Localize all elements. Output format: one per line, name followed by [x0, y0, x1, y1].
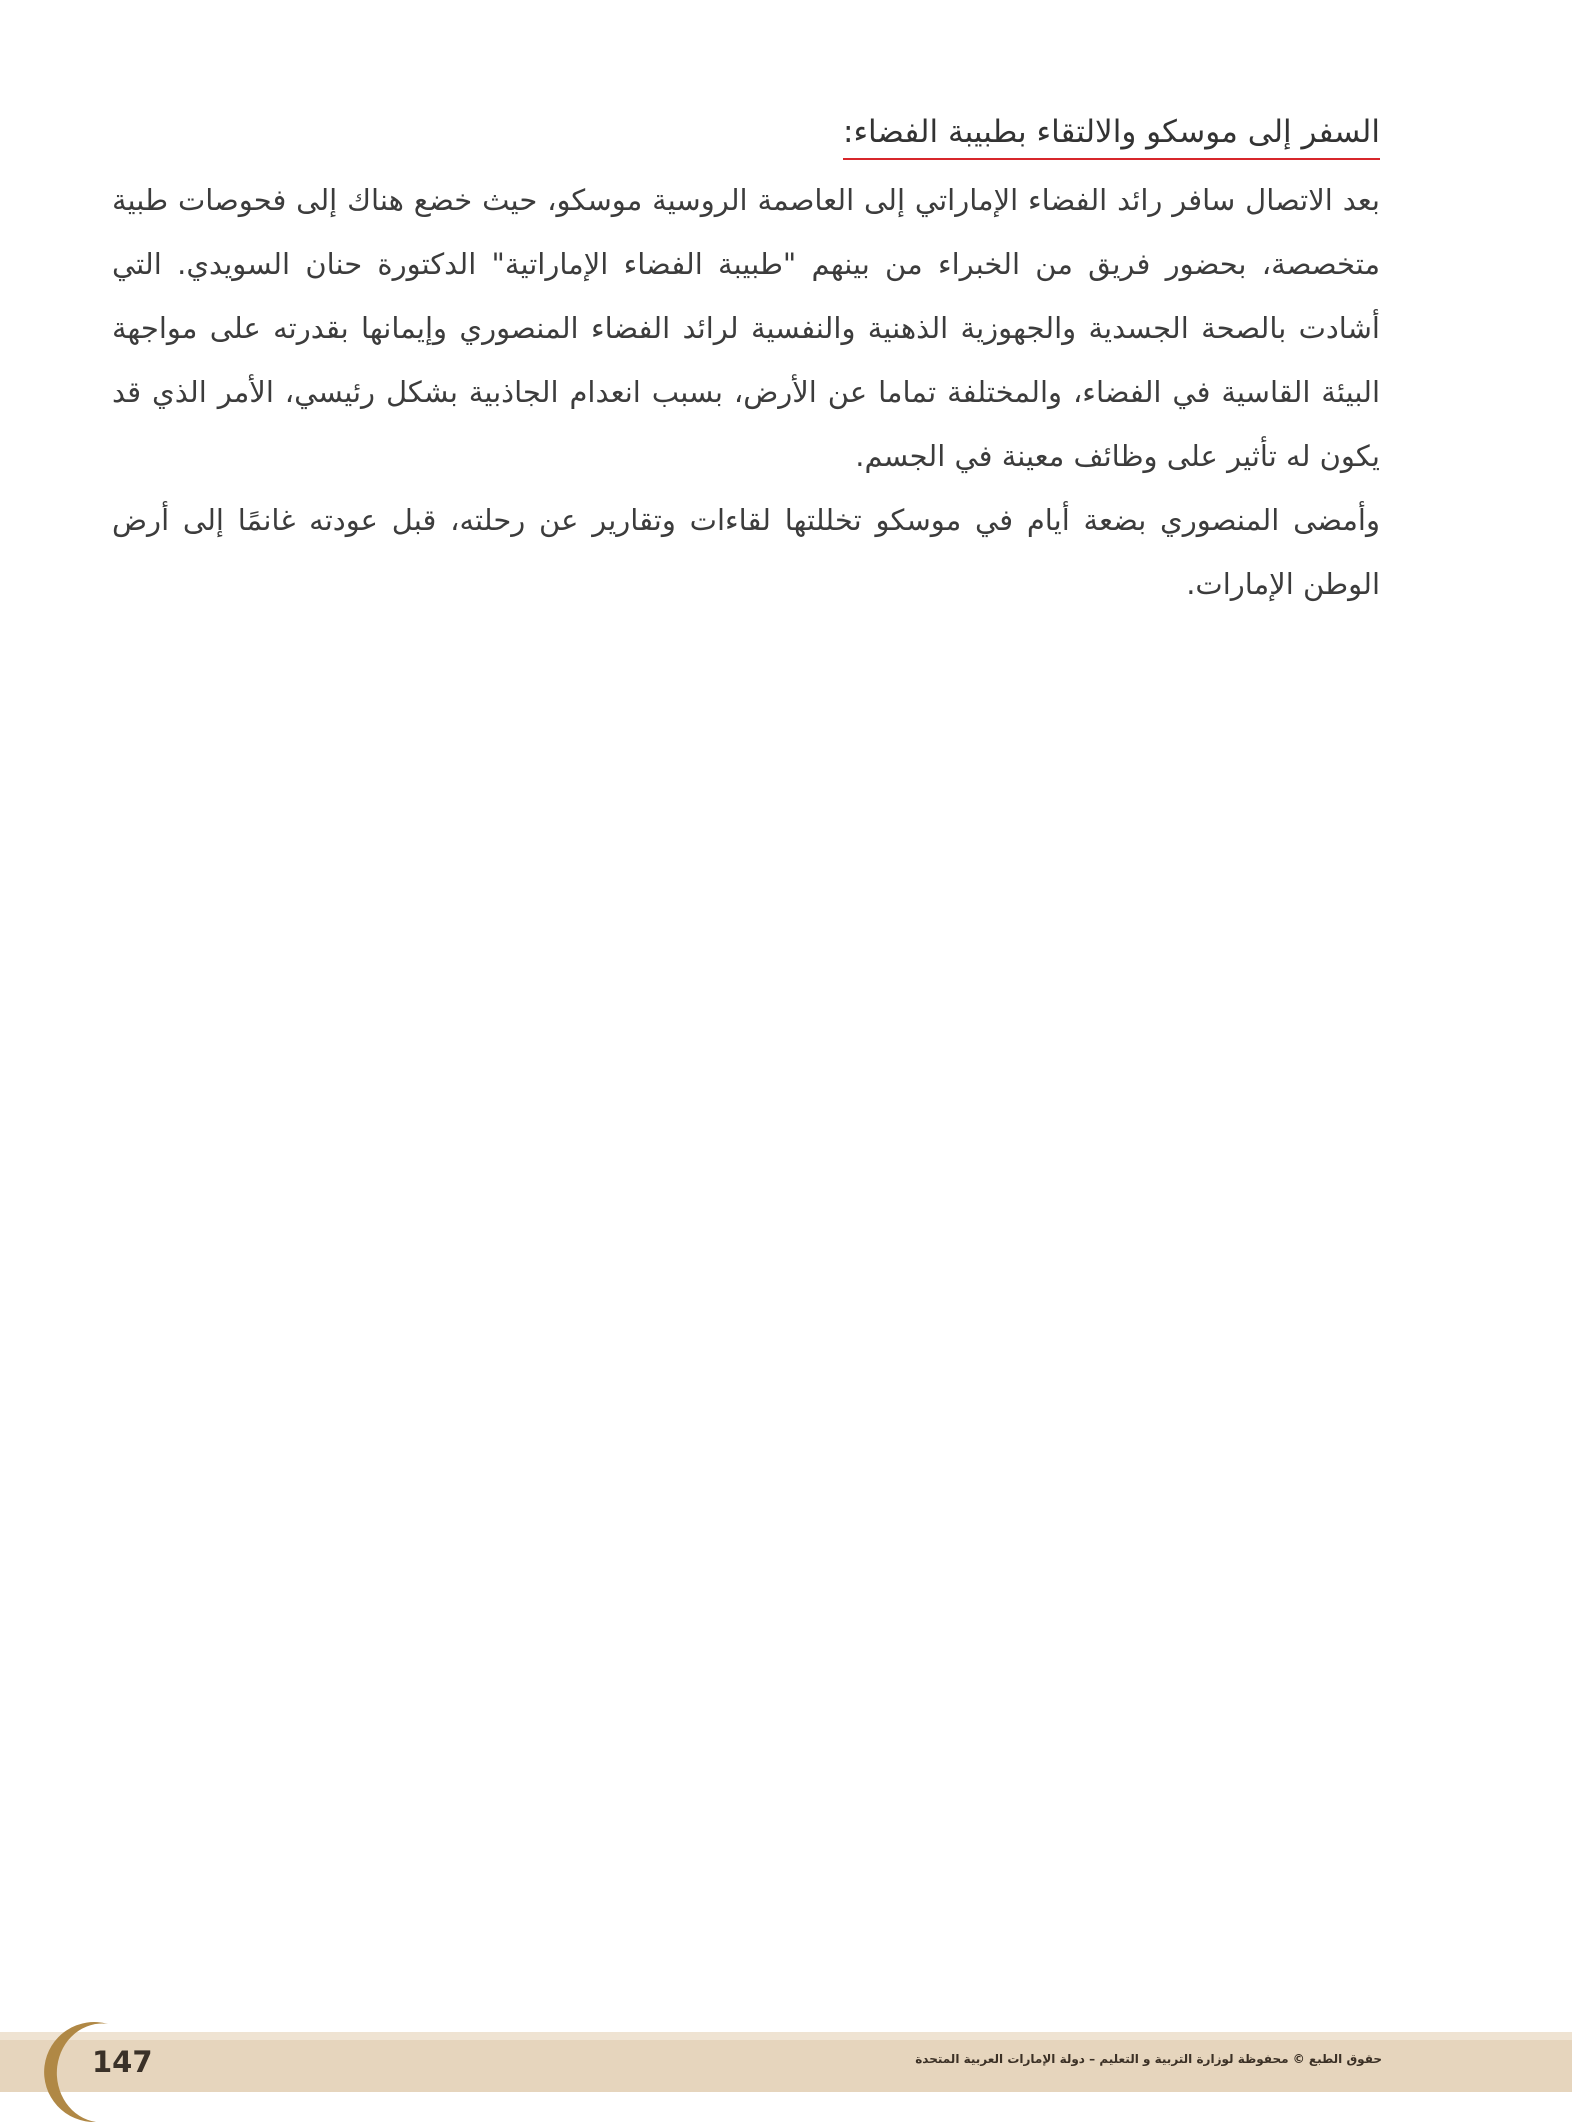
section-heading: السفر إلى موسكو والالتقاء بطبيبة الفضاء:: [843, 108, 1380, 160]
page-number: 147: [92, 2045, 153, 2079]
article-section: [112, 108, 1380, 616]
paragraph-1: بعد الاتصال سافر رائد الفضاء الإماراتي إلى العاصمة الروسية موسكو، حيث خضع هناك إلى فحوصات طبية متخصصة، بحضور فريق من الخبراء من بينهم "طبيبة الفضاء الإماراتية" الدكتورة حنان السويدي. التي أشادت بالصحة الجسدية والجهوزية الذهنية والنفسية لرائد الفضاء المنصوري وإيمانها بقدرته على مواجهة البيئة القاسية في الفضاء، والمختلفة تماما عن الأرض، بسبب انعدام الجاذبية بشكل رئيسي، الأمر الذي قد يكون له تأثير على وظائف معينة في الجسم.: [112, 183, 1380, 473]
paragraph-2: وأمضى المنصوري بضعة أيام في موسكو تخللتها لقاءات وتقارير عن رحلته، قبل عودته غانمًا إلى أرض الوطن الإمارات.: [112, 503, 1380, 601]
copyright-notice: حقوق الطبع © محفوظة لوزارة التربية و التعليم – دولة الإمارات العربية المتحدة: [915, 2052, 1382, 2066]
